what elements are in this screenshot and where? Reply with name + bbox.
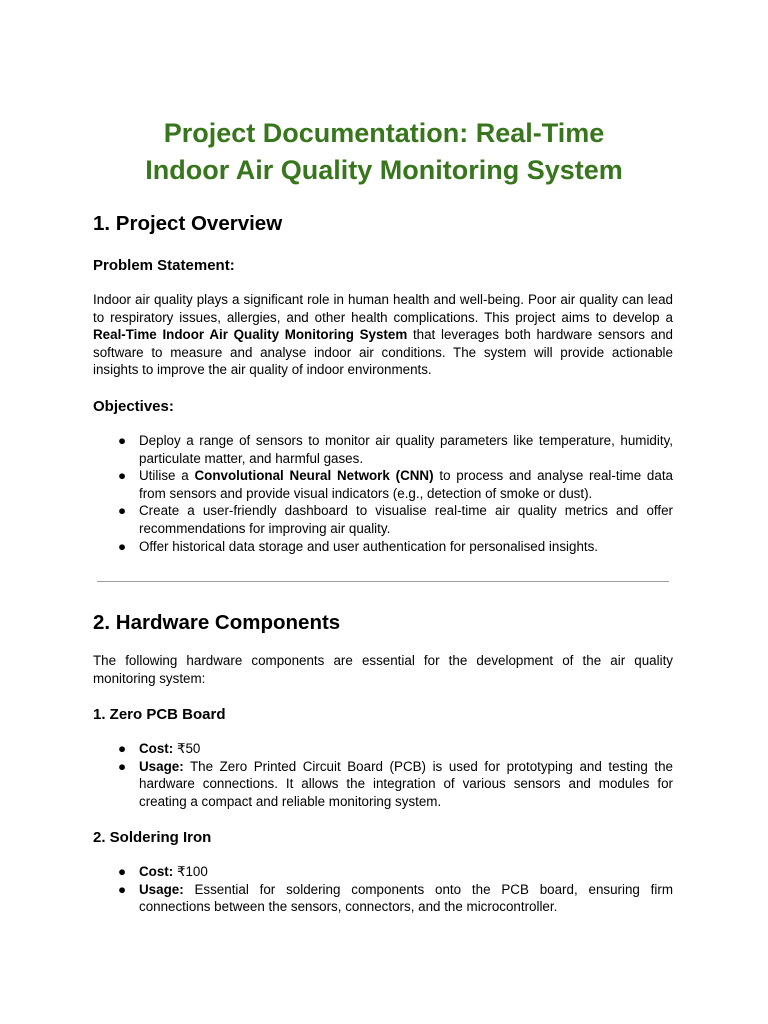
bullet-icon: ● (117, 758, 127, 774)
section-heading-project-overview: 1. Project Overview (93, 212, 283, 235)
subheading-problem-statement: Problem Statement: (93, 257, 235, 274)
cost-value: ₹50 (173, 741, 201, 756)
list-item (93, 467, 673, 502)
problem-statement-paragraph (93, 291, 673, 379)
list-item (93, 740, 673, 758)
document-title (0, 115, 768, 189)
list-item (93, 881, 673, 916)
usage-label: Usage: (139, 758, 184, 774)
bullet-icon: ● (117, 741, 127, 756)
usage-text: The Zero Printed Circuit Board (PCB) is used for prototyping and testing the hardware connections. It allows the integration of various sensors and modules for creating a compact and reliable monitoring system. (139, 758, 673, 809)
subheading-objectives: Objectives: (93, 398, 174, 415)
cost-value: ₹100 (173, 864, 208, 879)
bullet-icon: ● (117, 503, 127, 519)
objective-text-bold: Convolutional Neural Network (CNN) (194, 468, 434, 484)
list-item (93, 502, 673, 537)
objective-text: to process and analyse real-time data from sensors and provide visual indicators (e.g., detection of smoke or dust). (139, 468, 673, 501)
list-item (93, 538, 673, 556)
cost-label: Cost: (139, 864, 174, 879)
usage-label: Usage: (139, 881, 184, 897)
problem-text-bold: Real-Time Indoor Air Quality Monitoring System (93, 327, 408, 343)
section-divider (97, 581, 669, 582)
section-heading-hardware-components: 2. Hardware Components (93, 611, 341, 634)
list-item (93, 432, 673, 467)
bullet-icon: ● (117, 881, 127, 897)
problem-text-start: Indoor air quality plays a significant role in human health and well-being. Poor air quality can lead to respiratory issues, allergies, and other health complications. This project aims to develop a (93, 292, 673, 325)
zero-pcb-details-list (93, 740, 673, 810)
bullet-icon: ● (117, 433, 127, 448)
hardware-intro-paragraph: The following hardware components are essential for the development of the air quality monitoring system: (93, 653, 673, 686)
title-line-1: Project Documentation: Real-Time (163, 118, 605, 148)
bullet-icon: ● (117, 538, 127, 554)
usage-text: Essential for soldering components onto the PCB board, ensuring firm connections between the sensors, connectors, and the microcontroller. (139, 881, 673, 915)
cost-label: Cost: (139, 741, 174, 756)
bullet-icon: ● (117, 864, 127, 879)
title-line-2: Indoor Air Quality Monitoring System (145, 155, 623, 185)
problem-text-end: that leverages both hardware sensors and software to measure and analyse indoor air conditions. The system will provide actionable insights to improve the air quality of indoor environments. (93, 327, 673, 378)
list-item (93, 758, 673, 811)
objective-text: Offer historical data storage and user authentication for personalised insights. (139, 538, 599, 554)
soldering-iron-details-list (93, 863, 673, 916)
bullet-icon: ● (117, 468, 127, 484)
objective-text: Deploy a range of sensors to monitor air quality parameters like temperature, humidity, particulate matter, and harmful gases. (139, 433, 673, 466)
list-item (93, 863, 673, 881)
objectives-list (93, 432, 673, 555)
subheading-soldering-iron: 2. Soldering Iron (93, 829, 212, 846)
objective-text: Create a user-friendly dashboard to visualise real-time air quality metrics and offer recommendations for improving air quality. (139, 503, 673, 536)
objective-text: Utilise a (139, 468, 195, 484)
subheading-zero-pcb-board: 1. Zero PCB Board (93, 706, 226, 723)
